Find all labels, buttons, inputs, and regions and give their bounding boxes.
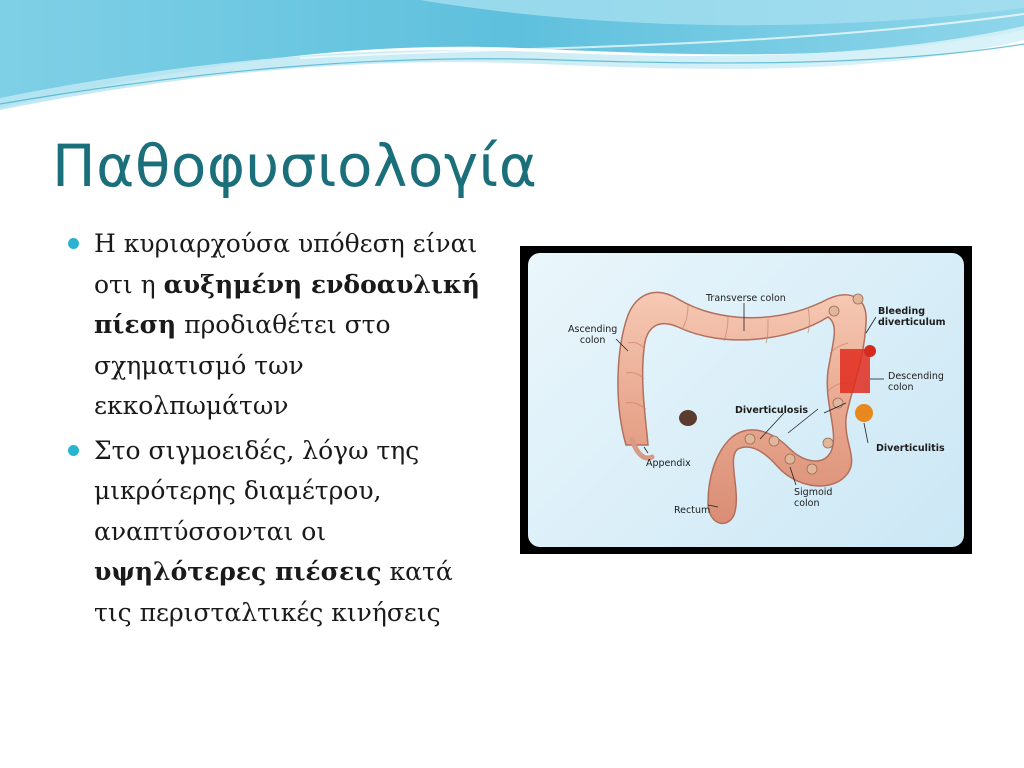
label-rectum: Rectum <box>674 505 711 516</box>
label-descending-colon: Descending colon <box>888 371 944 393</box>
bullet-dot-icon <box>68 238 79 249</box>
label-ascending-colon: Ascending colon <box>568 324 618 346</box>
slide-title: Παθοφυσιολογία <box>52 132 538 200</box>
bullet-dot-icon <box>68 445 79 456</box>
label-diverticulosis: Diverticulosis <box>735 405 809 416</box>
bleeding-area <box>840 349 870 393</box>
header-wave-decoration <box>0 0 1024 120</box>
bullet-list <box>68 224 488 637</box>
bullet-emphasis: αυξημένη ενδοαυλική πίεση <box>94 269 480 339</box>
bleeding-diverticulum-pouch <box>864 345 876 357</box>
label-appendix: Appendix <box>646 458 691 469</box>
diverticulitis-pouch <box>855 404 873 422</box>
bullet-text: προδιαθέτει στο σχηματισμό των εκκολπωμάτων <box>94 310 391 420</box>
bullet-text: Η κυριαρχούσα υπόθεση είναι οτι η <box>94 229 478 299</box>
bullet-text: Στο σιγμοειδές, λόγω της μικρότερης διαμέτρου, αναπτύσσονται οι <box>94 435 420 546</box>
bullet-item <box>68 431 488 634</box>
cecum-opening <box>679 410 697 426</box>
label-transverse-colon: Transverse colon <box>706 293 786 304</box>
label-sigmoid-colon: Sigmoid colon <box>794 487 833 509</box>
label-diverticulitis: Diverticulitis <box>876 443 945 454</box>
bullet-text: κατά τις περισταλτικές κινήσεις <box>94 557 453 627</box>
colon-diagram-image <box>520 246 972 554</box>
colon-diagram-panel <box>528 253 964 547</box>
bullet-item <box>68 224 488 427</box>
label-bleeding-diverticulum: Bleeding diverticulum <box>878 306 946 328</box>
bullet-emphasis: υψηλότερες πιέσεις <box>94 557 382 586</box>
